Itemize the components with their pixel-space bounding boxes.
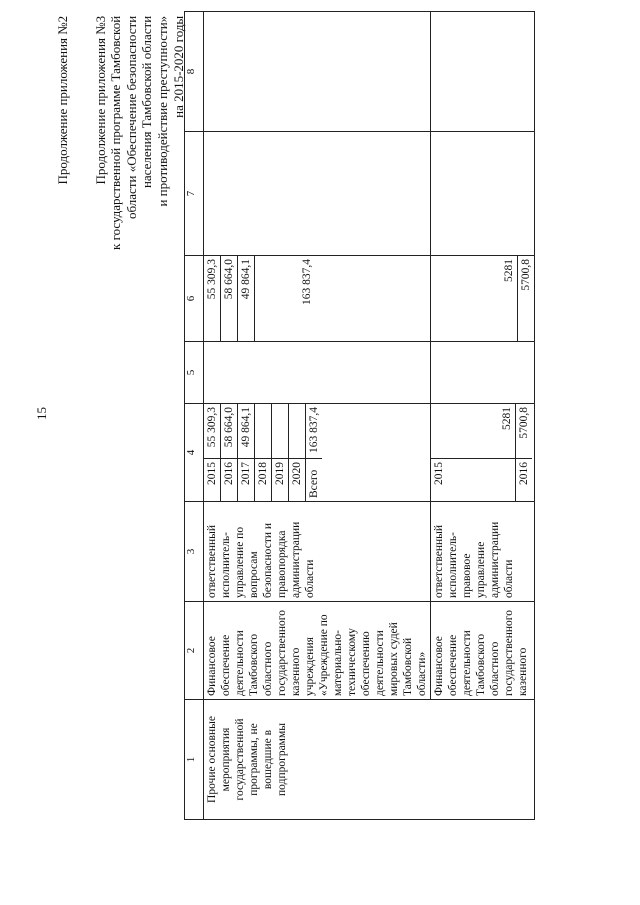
program-table: [184, 11, 535, 820]
empty-cell: [204, 12, 431, 132]
value-cell: 55 309,3: [204, 404, 221, 459]
program-continuation-line: области «Обеспечение безопасности: [123, 15, 139, 219]
column-number-row: [185, 12, 204, 820]
value-cell: 49 864,1: [238, 256, 255, 341]
column-number: 4: [185, 404, 204, 502]
year-cell: 2019: [272, 459, 289, 502]
value-cell: 5281: [501, 407, 514, 430]
value-cell: 55 309,3: [204, 256, 221, 341]
value-cell: 49 864,1: [238, 404, 255, 459]
section-title-cell: Прочие основные мероприятия государственной программы, не вошедшие в подпрограммы: [204, 700, 535, 820]
page-header: [55, 16, 186, 250]
value-cell: [289, 404, 306, 459]
column-number: 5: [185, 342, 204, 404]
column-number: 1: [185, 700, 204, 820]
goal-cell: Финансовое обеспечение деятельности Тамбовского областного государственного казенного: [431, 602, 535, 700]
column-number: 7: [185, 132, 204, 256]
executor-cell: ответственный исполнитель-правовое управление администрации области: [431, 502, 535, 602]
col6-values-cell: [204, 256, 431, 342]
year-cell: 2015: [431, 459, 516, 502]
empty-cell: [204, 132, 431, 256]
value-cell: 5281: [503, 259, 516, 282]
table-row: [431, 12, 535, 820]
executor-cell: ответственный исполнитель-управление по вопросам безопасности и правопорядка администрации области: [204, 502, 431, 602]
value-cell: [272, 404, 289, 459]
column-number: 2: [185, 602, 204, 700]
value-cell: 163 837,4: [301, 259, 314, 305]
value-cell: 58 664,0: [221, 404, 238, 459]
column-number: 8: [185, 12, 204, 132]
empty-cell: [431, 132, 535, 256]
col6-values-cell: [431, 256, 535, 342]
empty-cell: [431, 12, 535, 132]
page-number: 15: [34, 407, 49, 420]
value-cell: 58 664,0: [221, 256, 238, 341]
value-cell: [255, 256, 299, 341]
year-cell: 2015: [204, 459, 221, 502]
value-cell: [255, 404, 272, 459]
empty-cell: [204, 342, 431, 404]
year-values-cell: [431, 404, 535, 502]
program-continuation-line: населения Тамбовской области: [139, 15, 155, 189]
table-row: [204, 12, 431, 820]
program-continuation-line: и противодействие преступности»: [154, 15, 170, 207]
value-cell: 5700,8: [516, 404, 533, 459]
program-continuation-line: на 2015-2020 годы: [170, 15, 186, 118]
year-cell: 2017: [238, 459, 255, 502]
value-cell: 163 837,4: [308, 407, 321, 453]
year-subtable: [204, 404, 322, 501]
year-cell: Всего: [306, 459, 323, 502]
program-continuation-line: к государственной программе Тамбовской: [108, 15, 124, 250]
empty-cell: [431, 342, 535, 404]
rotated-table-stage: [184, 12, 592, 820]
program-continuation-line: Продолжение приложения №3: [92, 15, 108, 185]
value-cell: 5700,8: [517, 256, 534, 341]
column-number: 6: [185, 256, 204, 342]
goal-cell: Финансовое обеспечение деятельности Тамбовского областного государственного казенного учреждения «Учреждение по материально-техническому обеспечению деятельности мировых судей Тамбовской области»: [204, 602, 431, 700]
year-subtable: [431, 404, 532, 501]
year-cell: 2020: [289, 459, 306, 502]
year-cell: 2018: [255, 459, 272, 502]
year-values-cell: [204, 404, 431, 502]
year-cell: 2016: [516, 459, 533, 502]
year-cell: 2016: [221, 459, 238, 502]
column-number: 3: [185, 502, 204, 602]
appendix-continuation: Продолжение приложения №2: [55, 15, 70, 185]
